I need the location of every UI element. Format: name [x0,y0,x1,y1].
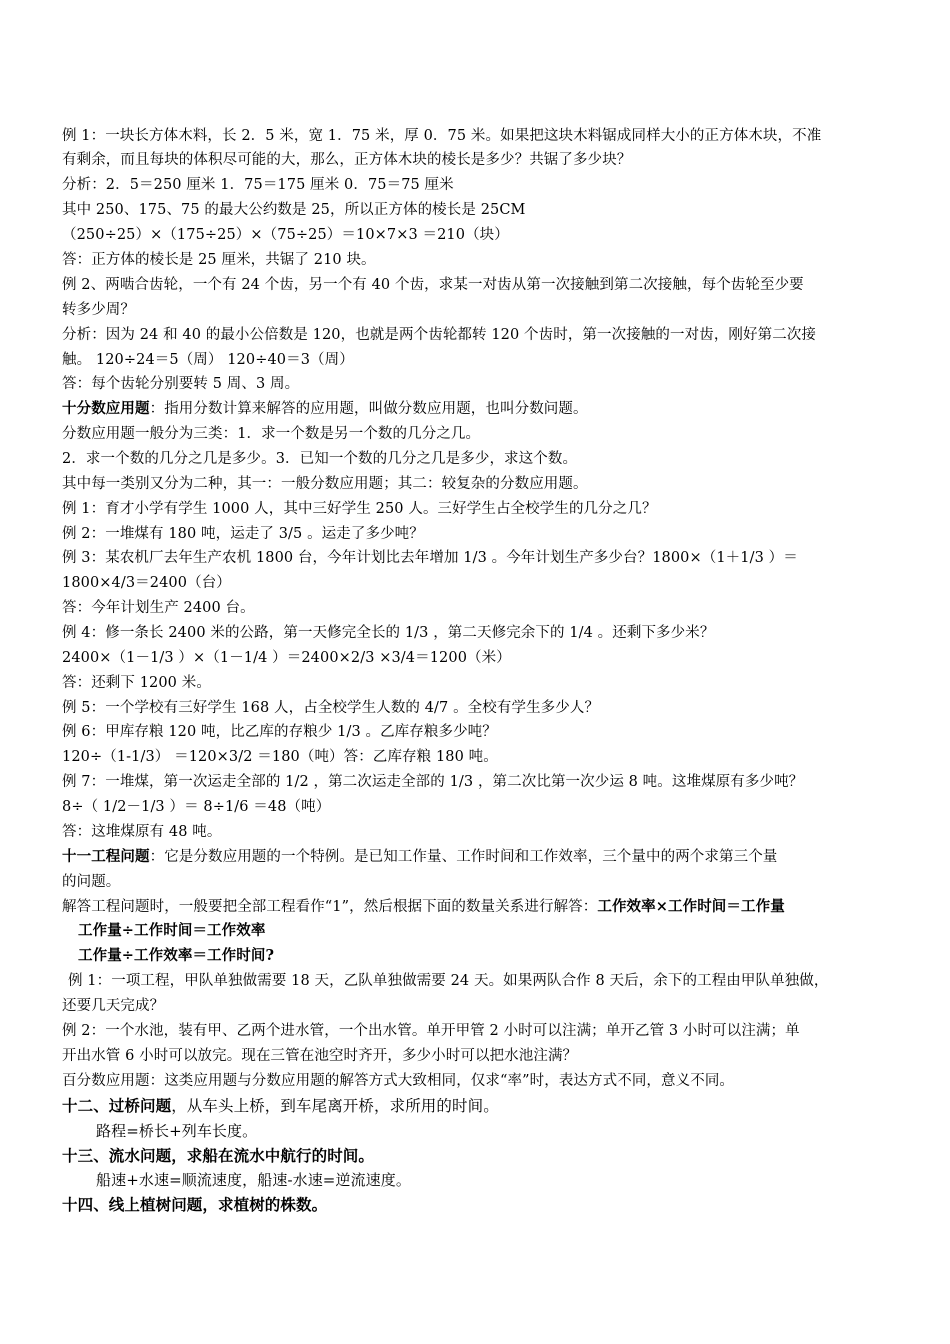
section-heading-line [62,847,902,867]
section-text: ，从车头上桥，到车尾离开桥，求所用的时间。 [171,1097,499,1115]
section-heading-line [62,1096,902,1116]
text-line: 2400×（1－1/3 ）×（1－1/4 ）＝2400×2/3 ×3/4＝1200（米） [62,650,511,666]
text-line: 其中每一类别又分为二种，其一：一般分数应用题；其二：较复杂的分数应用题。 [62,476,588,492]
text-line: 开出水管 6 小时可以放完。现在三管在池空时齐开，多少小时可以把水池注满？ [62,1048,578,1064]
section-heading: 十二、过桥问题 [62,1096,172,1115]
text-line: 2．求一个数的几分之几是多少。3．已知一个数的几分之几是多少，求这个数。 [62,451,578,467]
text-line: 其中 250、175、75 的最大公约数是 25，所以正方体的棱长是 25CM [62,202,526,218]
text-line: 的问题。 [62,874,121,890]
text-line [62,897,902,917]
section-text: ：它是分数应用题的一个特例。是已知工作量、工作时间和工作效率，三个量中的两个求第三个量 [149,849,778,865]
text-line: 例 2、两啮合齿轮，一个有 24 个齿，另一个有 40 个齿，求某一对齿从第一次接触到第二次接触，每个齿轮至少要 [62,277,804,293]
text-line: 船速+水速=顺流速度，船速-水速=逆流速度。 [96,1171,411,1189]
text-line: 8÷（ 1/2－1/3 ）＝ 8÷1/6 ＝48（吨） [62,799,331,815]
section-heading: 十分数应用题 [62,400,150,417]
text-line: 分数应用题一般分为三类：1．求一个数是另一个数的几分之几。 [62,426,481,442]
text-line: 例 2：一堆煤有 180 吨，运走了 3/5 。运走了多少吨？ [62,526,424,542]
text-line: 1800×4/3＝2400（台） [62,575,231,591]
section-heading: 十一工程问题 [62,848,150,865]
section-heading: 十三、流水问题，求船在流水中航行的时间。 [62,1146,375,1165]
text-line: 答：正方体的棱长是 25 厘米，共锯了 210 块。 [62,252,376,268]
section-text: ：指用分数计算来解答的应用题，叫做分数应用题，也叫分数问题。 [149,401,588,417]
formula-line: 工作量÷工作时间＝工作效率 [78,922,266,939]
text-line: 例 6：甲库存粮 120 吨，比乙库的存粮少 1/3 。乙库存粮多少吨？ [62,724,497,740]
text-line: 例 1：一块长方体木料，长 2．5 米，宽 1．75 米，厚 0．75 米。如果把这块木料锯成同样大小的正方体木块，不准 [62,128,822,144]
text-line: 例 1：一项工程，甲队单独做需要 18 天，乙队单独做需要 24 天。如果两队合作 8 天后，余下的工程由甲队单独做， [68,973,829,989]
section-text: 解答工程问题时，一般要把全部工程看作“1”，然后根据下面的数量关系进行解答： [62,899,598,915]
text-line: 例 7：一堆煤，第一次运走全部的 1/2 ，第二次运走全部的 1/3 ，第二次比第一次少运 8 吨。这堆煤原有多少吨？ [62,774,804,790]
text-line: 例 4：修一条长 2400 米的公路，第一天修完全长的 1/3 ，第二天修完余下的 1/4 。还剩下多少米？ [62,625,715,641]
text-line: 触。 120÷24＝5（周） 120÷40＝3（周） [62,352,354,368]
text-line: 例 2：一个水池，装有甲、乙两个进水管，一个出水管。单开甲管 2 小时可以注满；单开乙管 3 小时可以注满；单 [62,1023,800,1039]
text-line: 答：今年计划生产 2400 台。 [62,600,255,616]
text-line: 120÷（1-1/3） ＝120×3/2 ＝180（吨）答：乙库存粮 180 吨。 [62,749,498,765]
formula: 工作效率×工作时间＝工作量 [597,898,785,915]
text-line: 答：这堆煤原有 48 吨。 [62,824,222,840]
text-line: 还要几天完成？ [62,998,165,1014]
section-heading: 十四、线上植树问题，求植树的株数。 [62,1195,328,1214]
formula-line: 工作量÷工作效率＝工作时间? [78,947,275,964]
text-line: 答：每个齿轮分别要转 5 周、3 周。 [62,376,300,392]
text-line: 转多少周？ [62,302,135,318]
text-line: 例 5：一个学校有三好学生 168 人，占全校学生人数的 4/7 。全校有学生多少人？ [62,700,600,716]
text-line: 有剩余，而且每块的体积尽可能的大，那么，正方体木块的棱长是多少？共锯了多少块？ [62,152,632,168]
section-heading-line [62,399,902,419]
text-line: 例 3：某农机厂去年生产农机 1800 台，今年计划比去年增加 1/3 。今年计划生产多少台？1800×（1＋1/3 ）＝ [62,550,798,566]
text-line: 分析：2．5＝250 厘米 1．75＝175 厘米 0．75＝75 厘米 [62,177,454,193]
text-line: 分析：因为 24 和 40 的最小公倍数是 120，也就是两个齿轮都转 120 个齿时，第一次接触的一对齿，刚好第二次接 [62,327,817,343]
text-line: 百分数应用题：这类应用题与分数应用题的解答方式大致相同，仅求“率”时，表达方式不同，意义不同。 [62,1073,735,1089]
text-line: 例 1：育才小学有学生 1000 人，其中三好学生 250 人。三好学生占全校学生的几分之几？ [62,501,657,517]
text-line: （250÷25）×（175÷25）×（75÷25）＝10×7×3 ＝210（块） [62,227,509,243]
text-line: 路程=桥长+列车长度。 [96,1122,258,1140]
text-line: 答：还剩下 1200 米。 [62,675,211,691]
